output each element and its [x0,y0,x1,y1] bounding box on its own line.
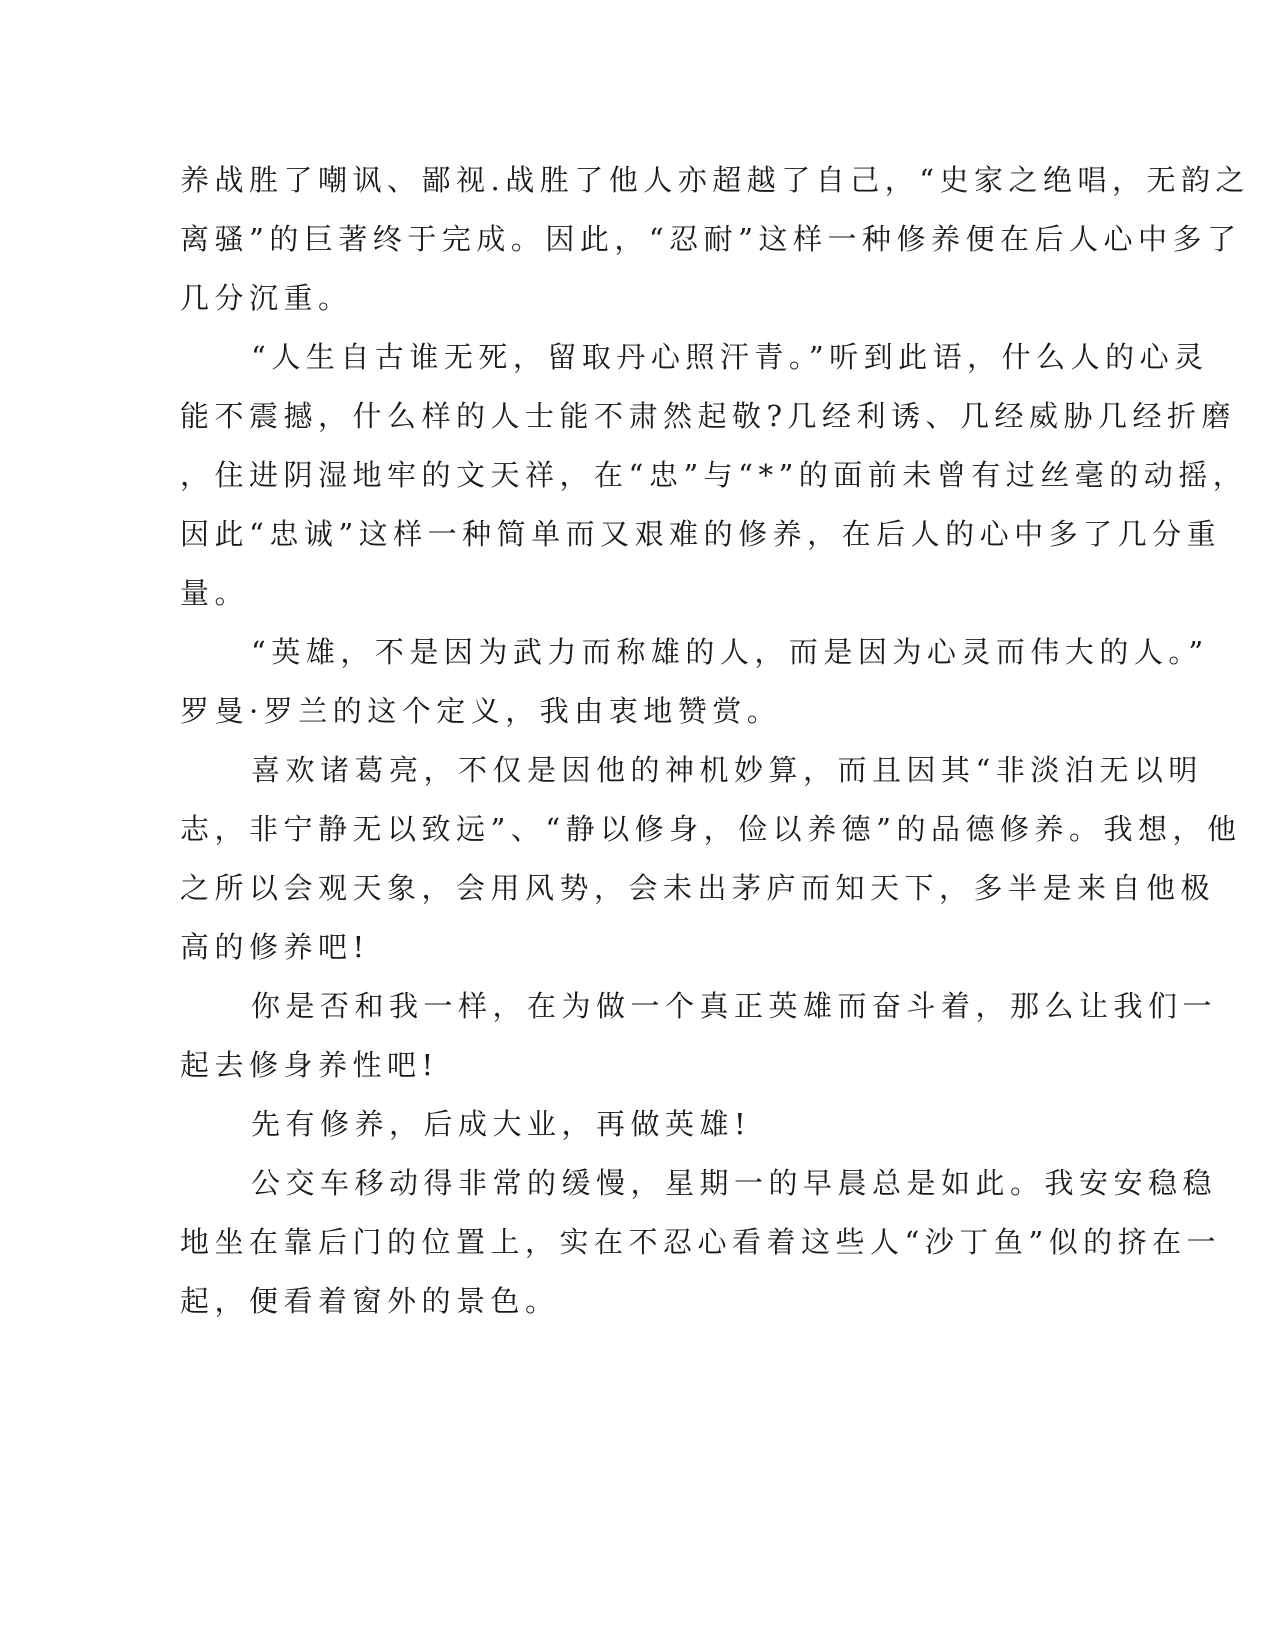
text-line: 起去修身养性吧! [180,1048,439,1082]
text-line: 先有修养，后成大业，再做英雄! [251,1107,752,1141]
text-line: 喜欢诸葛亮，不仅是因他的神机妙算，而且因其“非淡泊无以明 [251,753,1203,787]
text-line: 起，便看着窗外的景色。 [180,1284,560,1318]
text-line: 量。 [180,576,250,610]
text-line: “英雄，不是因为武力而称雄的人，而是因为心灵而伟大的人。” [251,635,1209,669]
text-line: 你是否和我一样，在为做一个真正英雄而奋斗着，那么让我们一 [251,989,1218,1023]
text-line: 离骚”的巨著终于完成。因此，“忍耐”这样一种修养便在后人心中多了 [180,222,1242,256]
text-line: 因此“忠诚”这样一种简单而又艰难的修养，在后人的心中多了几分重 [180,517,1222,551]
text-line: 之所以会观天象，会用风势，会未出茅庐而知天下，多半是来自他极 [180,871,1216,905]
text-line: 志，非宁静无以致远”、“静以修身，俭以养德”的品德修养。我想，他 [180,812,1242,846]
text-line: “人生自古谁无死，留取丹心照汗青。”听到此语，什么人的心灵 [251,340,1209,374]
text-line: 罗曼·罗兰的这个定义，我由衷地赞赏。 [180,694,782,728]
text-line: 几分沉重。 [180,281,353,315]
text-line: 高的修养吧! [180,930,370,964]
text-line: ，住进阴湿地牢的文天祥，在“忠”与“*”的面前未曾有过丝毫的动摇， [180,458,1248,492]
text-line: 能不震撼，什么样的人士能不肃然起敬?几经利诱、几经威胁几经折磨 [180,399,1237,433]
text-line: 地坐在靠后门的位置上，实在不忍心看着这些人“沙丁鱼”似的挤在一 [180,1225,1222,1259]
text-line: 养战胜了嘲讽、鄙视.战胜了他人亦超越了自己，“史家之绝唱，无韵之 [180,163,1251,197]
text-line: 公交车移动得非常的缓慢，星期一的早晨总是如此。我安安稳稳 [251,1166,1218,1200]
